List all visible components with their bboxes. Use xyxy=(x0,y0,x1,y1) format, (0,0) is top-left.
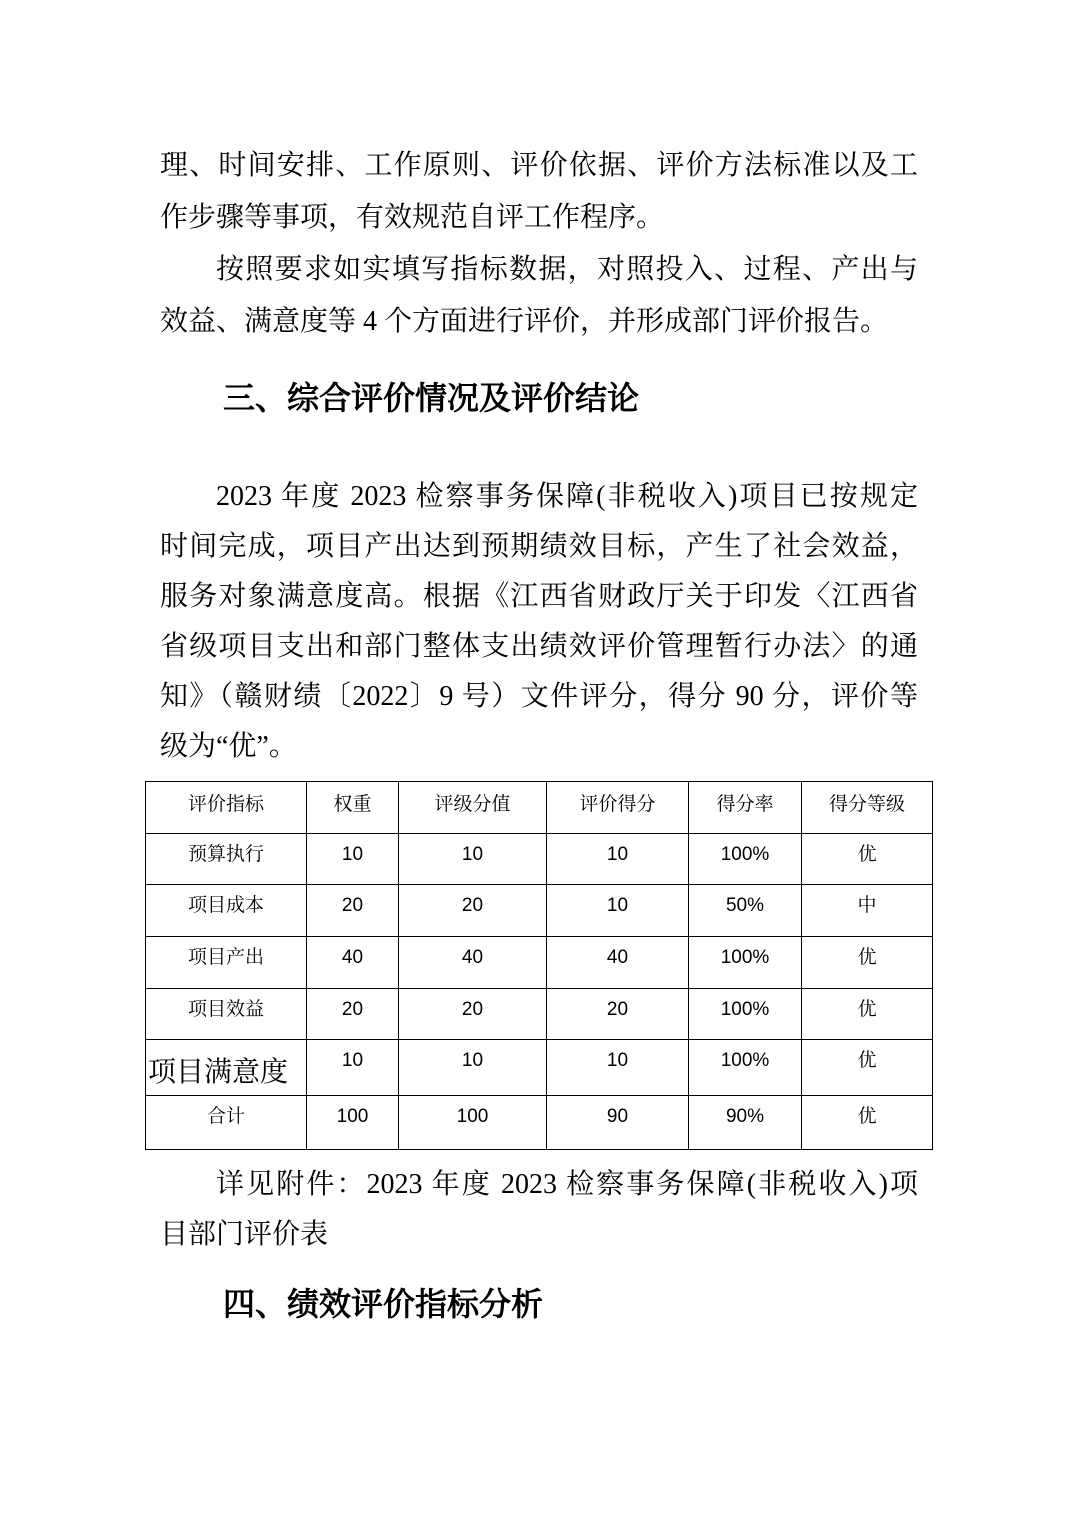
paragraph-line: 服务对象满意度高。根据《江西省财政厅关于印发〈江西省 xyxy=(160,581,918,612)
table-cell: 100% xyxy=(689,1040,802,1096)
table-cell: 100% xyxy=(689,989,802,1040)
evaluation-score-table xyxy=(145,781,933,1150)
table-cell-grade: 中 xyxy=(802,885,933,937)
paragraph-fill-indicators xyxy=(160,244,918,348)
table-cell: 10 xyxy=(307,834,399,885)
table-cell: 10 xyxy=(399,834,547,885)
table-cell: 100% xyxy=(689,937,802,989)
table-row xyxy=(146,1040,933,1096)
table-cell: 10 xyxy=(547,885,689,937)
table-cell: 50% xyxy=(689,885,802,937)
table-row xyxy=(146,834,933,885)
table-header-cell: 得分率 xyxy=(689,782,802,834)
paragraph-line: 理、时间安排、工作原则、评价依据、评价方法标准以及工 xyxy=(160,150,918,181)
paragraph-line: 知》（赣财绩〔2022〕9 号）文件评分，得分 90 分，评价等 xyxy=(160,681,918,712)
table-cell-grade: 优 xyxy=(802,989,933,1040)
table-cell: 40 xyxy=(547,937,689,989)
table-cell: 100% xyxy=(689,834,802,885)
paragraph-line: 详见附件：2023 年度 2023 检察事务保障(非税收入)项 xyxy=(216,1169,918,1200)
table-cell: 10 xyxy=(547,1040,689,1096)
paragraph-line: 效益、满意度等 4 个方面进行评价，并形成部门评价报告。 xyxy=(160,306,889,337)
table-header-cell: 评价得分 xyxy=(547,782,689,834)
section-3-heading: 三、综合评价情况及评价结论 xyxy=(223,380,640,416)
table-cell: 20 xyxy=(547,989,689,1040)
paragraph-line: 按照要求如实填写指标数据，对照投入、过程、产出与 xyxy=(216,254,918,285)
paragraph-line: 2023 年度 2023 检察事务保障(非税收入)项目已按规定 xyxy=(216,481,918,512)
paragraph-intro xyxy=(160,140,918,244)
table-header-cell: 得分等级 xyxy=(802,782,933,834)
table-cell: 10 xyxy=(547,834,689,885)
section-4-heading: 四、绩效评价指标分析 xyxy=(223,1286,544,1322)
paragraph-line: 目部门评价表 xyxy=(160,1219,329,1250)
table-cell-indicator: 合计 xyxy=(146,1096,307,1150)
table-cell: 100 xyxy=(307,1096,399,1150)
table-cell: 20 xyxy=(399,885,547,937)
table-cell-indicator: 预算执行 xyxy=(146,834,307,885)
table-cell: 20 xyxy=(307,885,399,937)
table-cell-indicator: 项目效益 xyxy=(146,989,307,1040)
table-cell-grade: 优 xyxy=(802,1096,933,1150)
paragraph-evaluation-result xyxy=(160,472,918,772)
table-header-cell: 评价指标 xyxy=(146,782,307,834)
paragraph-attachment-note xyxy=(160,1160,918,1260)
table-cell: 20 xyxy=(307,989,399,1040)
table-cell-indicator: 项目成本 xyxy=(146,885,307,937)
table-row xyxy=(146,885,933,937)
table-cell: 100 xyxy=(399,1096,547,1150)
table-cell: 90 xyxy=(547,1096,689,1150)
table-cell: 10 xyxy=(399,1040,547,1096)
table-cell: 40 xyxy=(307,937,399,989)
paragraph-line: 作步骤等事项，有效规范自评工作程序。 xyxy=(160,202,665,233)
table-cell-grade: 优 xyxy=(802,834,933,885)
table-row xyxy=(146,937,933,989)
table-cell: 20 xyxy=(399,989,547,1040)
table-header-cell: 评级分值 xyxy=(399,782,547,834)
table-header-row xyxy=(146,782,933,834)
table-cell: 90% xyxy=(689,1096,802,1150)
paragraph-line: 级为“优”。 xyxy=(160,731,297,762)
table-row xyxy=(146,989,933,1040)
paragraph-line: 省级项目支出和部门整体支出绩效评价管理暂行办法〉的通 xyxy=(160,631,918,662)
table-cell-indicator: 项目产出 xyxy=(146,937,307,989)
table-cell-grade: 优 xyxy=(802,1040,933,1096)
table-cell-indicator: 项目满意度 xyxy=(146,1040,307,1096)
table-header-cell: 权重 xyxy=(307,782,399,834)
table-row-total xyxy=(146,1096,933,1150)
table-cell: 10 xyxy=(307,1040,399,1096)
table-cell: 40 xyxy=(399,937,547,989)
table-cell-grade: 优 xyxy=(802,937,933,989)
paragraph-line: 时间完成，项目产出达到预期绩效目标，产生了社会效益， xyxy=(160,531,918,562)
